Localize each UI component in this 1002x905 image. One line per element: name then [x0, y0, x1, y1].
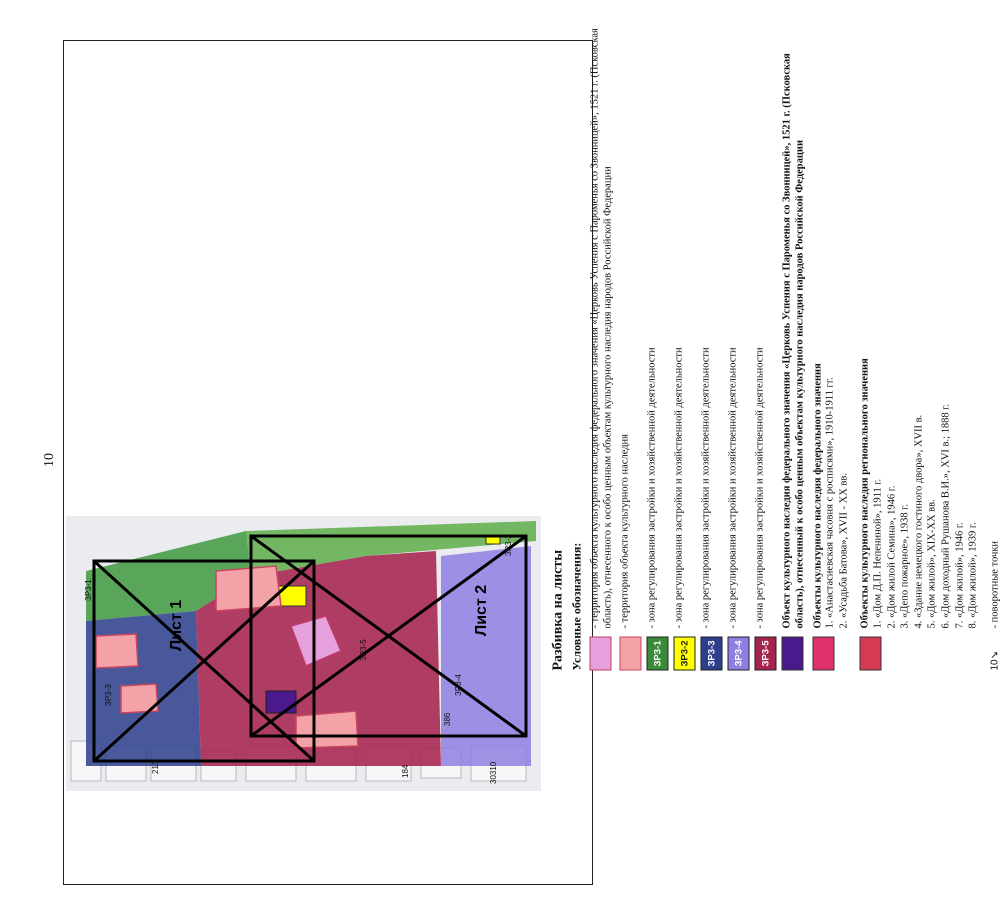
legend-swatch: [620, 637, 642, 671]
parcel-number-213: 213: [151, 760, 160, 774]
legend-text: - зона регулирования застройки и хозяйственной деятельности: [673, 347, 685, 629]
legend-item: [701, 11, 723, 671]
legend-text: - зона регулирования застройки и хозяйственной деятельности: [727, 347, 739, 629]
regional-list-item: 6. «Дом доходный Рушанова В.И.», XVI в.; 1888 г.: [940, 403, 952, 629]
sheet-label-1: Лист 1: [168, 599, 185, 651]
legend-item: [755, 11, 777, 671]
turning-points-text: - поворотные точки: [989, 541, 1001, 629]
cadastral-map[interactable]: [66, 516, 541, 791]
federal-list-item: 2. «Усадьба Батова», XVII - XX вв.: [838, 473, 850, 629]
regional-list-heading: Объекты культурного наследия регионального значения: [859, 358, 871, 629]
federal-object-building: [266, 691, 296, 713]
regional-list-item: 5. «Дом жилой», XIX-XX вв.: [926, 499, 938, 629]
regional-list-item: 8. «Дом жилой», 1939 г.: [967, 522, 979, 629]
regional-list-item: 4. «Здание немецкого гостиного двора», XVII в.: [913, 414, 925, 629]
parcel-number-184: 184: [401, 764, 410, 778]
turning-point-icon: 10: [989, 659, 1001, 671]
sheet-label-2: Лист 2: [473, 584, 490, 636]
federal-object-text: Объект культурного наследия федерального значения «Церковь Успения с Пароменья со Звонницей», 1521 г. (Псковская область), отнесенный к особо ценным объектам культурного наследия народов Российской Федерации: [781, 53, 806, 629]
regional-list-item: 3. «Депо пожарное», 1938 г.: [899, 504, 911, 629]
federal-list-legend: [812, 11, 855, 671]
legend-item: [728, 11, 750, 671]
federal-object-swatch: [782, 637, 804, 671]
legend-swatch: [590, 637, 612, 671]
legend-item: [590, 11, 615, 671]
legend-item: [620, 11, 642, 671]
legend-swatch: ЗР3-5: [755, 637, 777, 671]
parcel-number-30310: 30310: [489, 761, 498, 784]
federal-object-legend: [782, 11, 807, 671]
legend-swatch: ЗР3-2: [674, 637, 696, 671]
legend-swatch: ЗР3-4: [728, 637, 750, 671]
regional-list-item: 1. «Дом Д.П. Непениной», 1911 г.: [872, 478, 884, 629]
legend-item: [647, 11, 669, 671]
zone-label-zr1: ЗР3-1: [84, 579, 93, 601]
legend-text: - зона регулирования застройки и хозяйственной деятельности: [700, 347, 712, 629]
zone-zr4: [441, 546, 531, 766]
legend-text: - зона регулирования застройки и хозяйственной деятельности: [754, 347, 766, 629]
legend-text: - территория объекта культурного наследия федерального значения «Церковь Успения с Пароменья со Звонницей», 1521 г. (Псковская область), отнесенного к особо ценным объектам культурного наследия народов Российской Федерации: [589, 28, 614, 629]
legend-swatch: ЗР3-3: [701, 637, 723, 671]
federal-list-heading: Объекты культурного наследия федерального значения: [812, 363, 824, 629]
federal-list-item: 1. «Анастасиевская часовня с росписями», 1910-1911 гг.: [824, 377, 836, 629]
legend-item: [674, 11, 696, 671]
page-number: 10: [42, 453, 57, 467]
legend-swatch: ЗР3-1: [647, 637, 669, 671]
zone-label-zr2: ЗР3-2: [504, 534, 513, 556]
zone-label-zr4: ЗР3-4: [454, 674, 463, 696]
legend-text: - территория объекта культурного наследия: [619, 433, 631, 629]
federal-list-swatch: [812, 637, 834, 671]
turning-points-legend: 10↘ - поворотные точки: [989, 11, 1002, 671]
regional-list-item: 7. «Дом жилой», 1946 г.: [954, 522, 965, 629]
regional-list-legend: [860, 11, 984, 671]
regional-list-swatch: [860, 637, 882, 671]
regional-list-item: 2. «Дом жилой Семина», 1946 г.: [886, 485, 898, 629]
zone-label-zr3: ЗР3-3: [104, 684, 113, 706]
zone-label-zr5: ЗР3-5: [359, 639, 368, 661]
legend-text: - зона регулирования застройки и хозяйственной деятельности: [646, 347, 658, 629]
parcel-number-386: 386: [443, 712, 452, 726]
legend-panel: [550, 11, 1001, 671]
sheet-split-title: Разбивка на листы: [550, 549, 566, 671]
legend-title: Условные обозначения:: [569, 542, 584, 671]
